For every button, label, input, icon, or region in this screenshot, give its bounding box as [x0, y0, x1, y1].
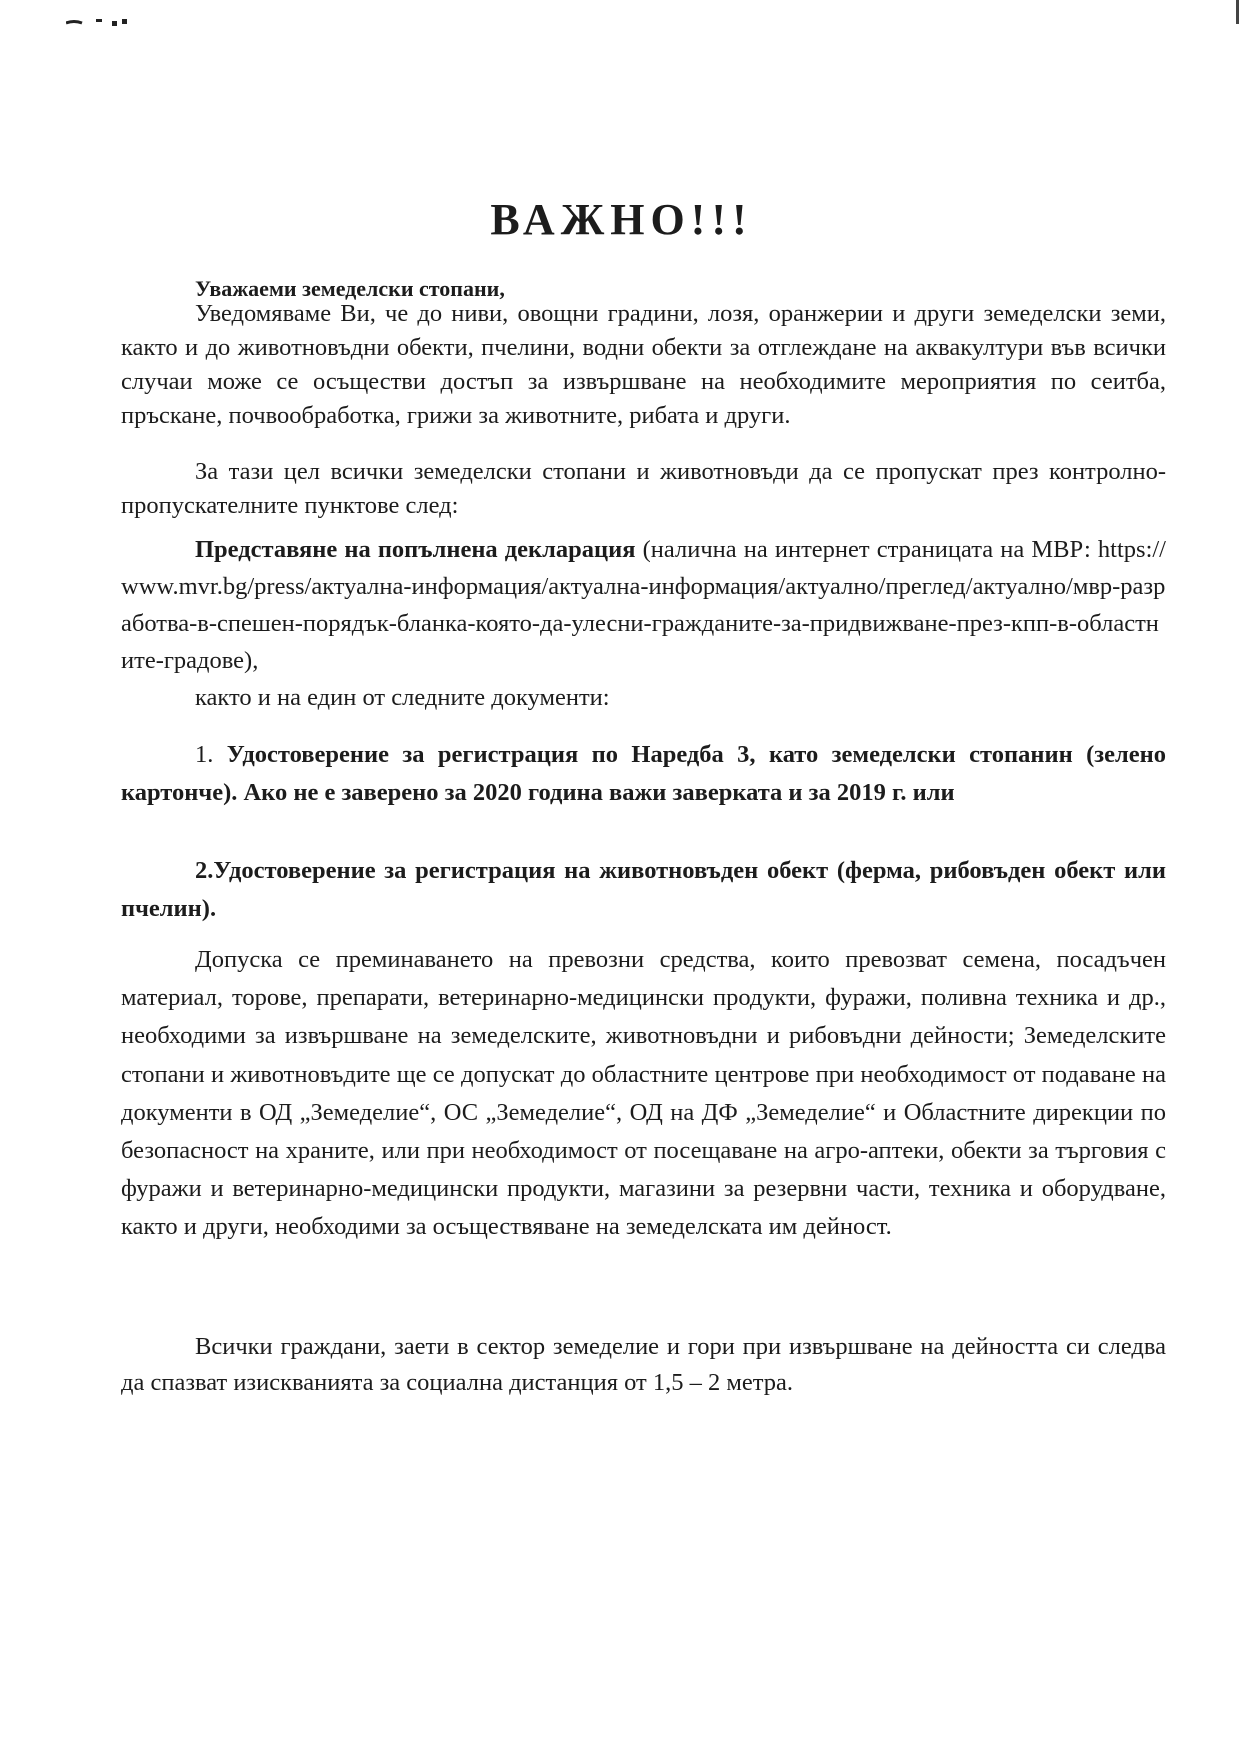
- declaration-text: (налична на интернет страницата на МВР:: [642, 536, 1091, 563]
- paragraph-distance: Всички граждани, заети в сектор земеделие и гори при извършване на дейността си следва да спазват изискванията за социална дистанция от 1,5 – 2 метра.: [121, 1333, 1166, 1396]
- document-title: ВАЖНО!!!: [490, 195, 753, 244]
- declaration-url: https://www.mvr.bg/press/актуална-информация/актуална-информация/актуално/преглед/актуално/мвр-разработва-в-спешен-порядък-бланка-която-да-улесни-гражданите-за-придвижване-през-кпп-в-областните-градове),: [121, 536, 1166, 674]
- paragraph-access: Уведомяваме Ви, че до ниви, овощни градини, лозя, оранжерии и други земеделски земи, както и до животновъдни обекти, пчелини, водни обекти за отглеждане на аквакултури във всички случаи може се осъществи достъп за извършване на необходимите мероприятия по сеитба, пръскане, почвообработка, грижи за животните, рибата и други.: [121, 300, 1166, 429]
- list-item-2: [121, 852, 1166, 928]
- paragraph-declaration: [121, 531, 1166, 679]
- greeting: Уважаеми земеделски стопани,: [195, 276, 505, 301]
- declaration-heading: Представяне на попълнена декларация: [195, 536, 636, 563]
- paragraph-vehicles: Допуска се преминаването на превозни средства, които превозват семена, посадъчен материал, торове, препарати, ветеринарно-медицински продукти, фуражи, поливна техника и др., необходими за извършване на земеделските, животновъдни и рибовъдни дейности; Земеделските стопани и животновъдите ще се допускат до областните центрове при необходимост от подаване на документи в ОД „Земеделие“, ОС „Земеделие“, ОД на ДФ „Земеделие“ и Областните дирекции по безопасност на храните, или при необходимост от посещаване на агро-аптеки, обекти за търговия с фуражи и ветеринарно-медицински продукти, магазини за резервни части, техника и оборудване, както и други, необходими за осъществяване на земеделската им дейност.: [121, 946, 1166, 1241]
- list-item-1-text: Удостоверение за регистрация по Наредба 3, като земеделски стопанин (зелено картонче). Ако не е заверено за 2020 година важи заверката и за 2019 г. или: [121, 741, 1166, 806]
- scan-mark-icon: [66, 14, 146, 28]
- list-item-2-text: 2.Удостоверение за регистрация на животновъден обект (ферма, рибовъден обект или пчелин).: [121, 857, 1166, 922]
- list-item-1: [121, 736, 1166, 812]
- list-item-1-number: 1.: [195, 741, 214, 768]
- paragraph-documents-intro: както и на един от следните документи:: [195, 684, 610, 711]
- paragraph-checkpoints: За тази цел всички земеделски стопани и животновъди да се пропускат през контролно-пропускателните пунктове след:: [121, 458, 1166, 519]
- scan-edge-mark: [1236, 0, 1239, 24]
